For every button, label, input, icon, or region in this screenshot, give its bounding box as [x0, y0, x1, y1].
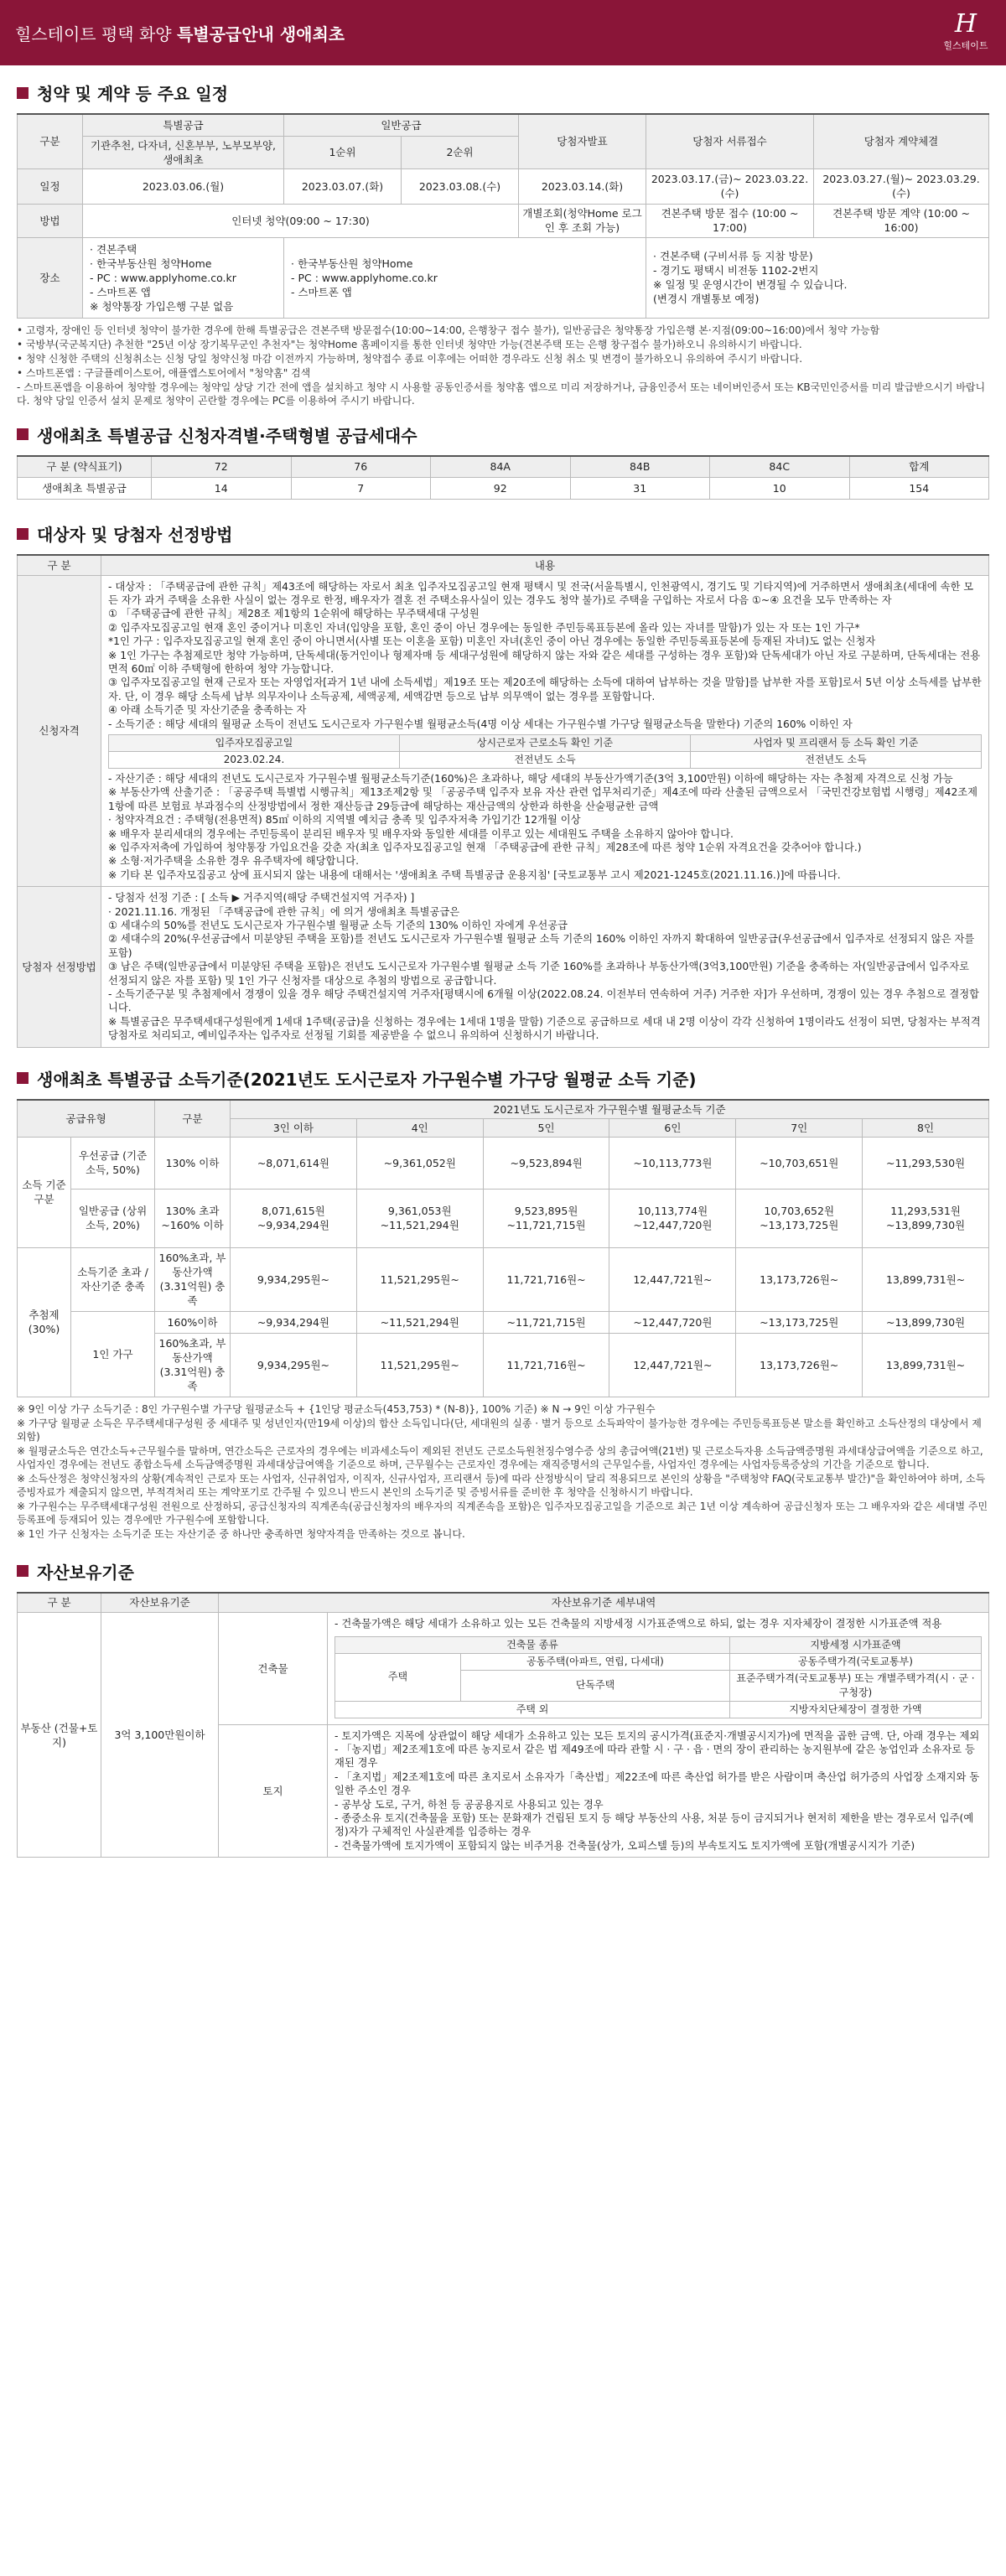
land-line: - 공부상 도로, 구거, 하천 등 공공용지로 사용되고 있는 경우: [334, 1798, 604, 1811]
place-line: - PC : www.applyhome.co.kr: [291, 271, 438, 284]
place-line: · 견본주택 (구비서류 등 지참 방문): [653, 250, 813, 262]
selection-line: ② 세대수의 20%(우선공급에서 미분양된 주택을 포함)를 전년도 도시근로자 가구원수별 월평균 소득 기준의 160% 이하인 자까지 확대하여 일반공급(우선공급에서 입주자로 선정되지 않은 자를 포함): [108, 933, 975, 959]
eligibility-line: · 청약자격요건 : 주택형(전용면적) 85㎡ 이하의 지역별 예치금 충족 및 입주자저축 가입기간 12개월 이상: [108, 814, 581, 827]
eligibility-table: 구 분 내용 신청자격 - 대상자 : 「주택공급에 관한 규칙」제43조에 해당하는 자로서 최초 입주자모집공고일 현재 평택시 및 전국(서울특별시, 인천광역시, 경기도 및 기타지역)에 거주하면서 생애최초(세대에 속한 모든 자가 과거 주택을 소유한 사실이 없는 경우로 한정, 배우자가 결혼 전 주택소유사실이 있는 경우도 청약 불가)로 주택을 구입하는 자로서 다음 ①~④ 요건을 모두 만족하는 자 ① 「주택공급에 관한 규칙」제28조 제1항의 1순위에 해당하는 무주택세대 구성원 ② 입주자모집공고일 현재 혼인 중이거나 미혼인 자녀(입양을 포함, 혼인 중이 아닌 경우에는 동일한 주민등록표등본에 올라 있는 자녀를 말함)가 있는 자 또는 1인 가구* *1인 가구 : 입주자모집공고일 현재 혼인 중이 아니면서(사별 또는 이혼을 포함) 미혼인 자녀(혼인 중이 아닌 경우에는 동일한 주민등록표등본에 등재된 자녀)도 없는 신청자 ※ 1인 가구는 추첨제로만 청약 가능하며, 단독세대(동거인이나 형제자매 등 세대구성원에 해당하지 않는 자와 같은 세대를 구성하는 경우 포함)와 단독세대가 아닌 자로 구분하며, 단독세대는 전용면적 60㎡ 이하 주택형에 한하여 청약 가능합니다. ③ 입주자모집공고일 현재 근로자 또는 자영업자[과거 1년 내에 소득세법」제19조 또는 제20조에 해당하는 소득에 대하여 납부하는 것을 말함]를 납부한 자를 포함]로서 5년 이상 소득세를 납부한 자. 단, 이 경우 해당 소득세 납부 의무자이나 소득공제, 세액공제, 세액감면 등으로 납부 의무액이 없는 경우를 포함합니다. ④ 아래 소득기준 및 자산기준을 충족하는 자 - 소득기준 : 해당 세대의 월평균 소득이 전년도 도시근로자 가구원수별 월평균소득(4명 이상 세대는 가구원수별 가구당 월평균소득을 말한다) 기준의 160% 이하인 자 입주자모집공고일 상시근로자 근로소득 확인 기준 사업자 및 프리랜서 등 소득 확인 기준 2023.02.24. 전전년도 소득 전전년도 소득 - 자산기준 : 해당 세대의 전년도 도시근로자 가구원수별 월평균소득기준(160%)은 초과하나, 해당 세대의 부동산가액기준(3억 3,100만원) 이하에 해당하는 자는 추첨제 자격으로 신청 가능 ※ 부동산가액 산출기준 : 「공공주택 특별법 시행규칙」제13조제2항 및 「공공주택 입주자 보유 자산 관련 업무처리기준」제4조에 따라 산출된 금액으로서 「국민건강보험법 시행령」제42조제1항에 따른 보험료 부과점수의 산정방법에서 정한 재산등급 29등급에 해당하는 재산금액의 상한과 하한을 산술평균한 금액 · 청약자격요건 : 주택형(전용면적) 85㎡ 이하의 지역별 예치금 충족 및 입주자저축 가입기간 12개월 이상 ※ 배우자 분리세대의 경우에는 주민등록이 분리된 배우자 및 배우자와 동일한 세대를 이루고 있는 세대원도 주택을 소유하지 않아야 합니다. ※ 입주자저축에 가입하여 청약통장 가입요건을 갖춘 자(최초 입주자모집공고일 현재 「주택공급에 관한 규칙」제28조에 따른 청약 1순위 자격요건을 갖추어야 합니다.) ※ 소형·저가주택을 소유한 경우 유주택자에 해당합니다. ※ 기타 본 입주자모집공고 상에 표시되지 않는 내용에 대해서는 '생애최초 주택 특별공급 운용지침' [국토교통부 고시 제2021-1245호(2021.11.16.)]에 따릅니다. 당첨자 선정방법 - 당첨자 선정 기준 : [ 소득 ▶ 거주지역(해당 주택건설지역 거주자) ] · 2021.11.16. 개정된 「주택공급에 관한 규칙」에 의거 생애최초 특별공급은 ① 세대수의 50%를 전년도 도시근로자 가구원수별 월평균 소득 기준의 130% 이하인 자에게 우선공급 ② 세대수의 20%(우선공급에서 미분양된 주택을 포함)를 전년도 도시근로자 가구원수별 월평균 소득 기준의 160% 이하인 자까지 확대하여 일반공급(우선공급에서 입주자로 선정되지 않은 자를 포함) ③ 남은 주택(일반공급에서 미분양된 주택을 포함)은 전년도 도시근로자 가구원수별 월평균 소득 기준 160%를 초과하나 부동산가액(3억3,100만원) 기준을 충족하는 자(일반공급에서 입주자로 선정되지 않은 자를 포함) 및 1인 가구 신청자를 대상으로 추첨의 방법으로 공급합니다. - 소득기준구분 및 추첨제에서 경쟁이 있을 경우 해당 주택건설지역 거주자[평택시에 6개월 이상(2022.08.24. 이전부터 연속하여 거주) 거주한 자]가 우선하며, 경쟁이 있는 경우 추첨으로 결정합니다. ※ 특별공급은 무주택세대구성원에게 1세대 1주택(공급)을 신청하는 경우에는 1세대 1명을 말함) 기준으로 공급하므로 세대 내 2명 이상이 각각 신청하여 1명이라도 선정이 되면, 당첨자는 부적격당첨자로 처리되고, 예비입주자는 입주자로 선정될 기회를 제공받을 수 없으니 유의하여 신청하시기 바랍니다.: [17, 554, 989, 1048]
section-schedule-title: 청약 및 계약 등 주요 일정: [17, 80, 989, 105]
eligibility-line: ④ 아래 소득기준 및 자산기준을 충족하는 자: [108, 704, 307, 717]
place-line: ※ 청약통장 가입은행 구분 없음: [90, 299, 234, 313]
land-line: - 건축물가액에 토지가액이 포함되지 않는 비주거용 건축물(상가, 오피스텔 등)의 부속토지도 토지가액에 포함(개별공시지가 기준): [334, 1839, 915, 1852]
page-header: [0, 0, 1006, 65]
section-income-title: 생애최초 특별공급 소득기준(2021년도 도시근로자 가구원수별 가구당 월평균 소득 기준): [17, 1066, 989, 1091]
page-title: 힐스테이트 평택 화양 특별공급안내 생애최초: [15, 23, 345, 44]
note-line: ※ 가구원수는 무주택세대구성원 전원으로 산정하되, 공급신청자의 직계존속(공급신청자의 배우자의 직계존속을 포함)은 입주자모집공고일을 기준으로 최근 1년 이상 계속하여 공급신청자 또는 그 배우자와 같은 세대별 주민등록표에 등재되어 있는 경우에만 가구원수에 포함합니다.: [17, 1500, 988, 1526]
asset-table: 구 분 자산보유기준 자산보유기준 세부내역 부동산 (건물+토지) 3억 3,100만원이하 건축물 - 건축물가액은 해당 세대가 소유하고 있는 모든 건축물의 지방세정 시가표준액으로 하되, 없는 경우 지자체장이 결정한 시가표준액 적용 건축물 종류 지방세정 시가표준액 주택 공동주택(아파트, 연립, 다세대) 공동주택가격(국토교통부) 단독주택 표준주택가격(국토교통부) 또는 개별주택가격(시 · 군 · 구청장) 주택 외 지방자치단체장이 결정한 가액 토지 - 토지가액은 지목에 상관없이 해당 세대가 소유하고 있는 모든 토지의 공시가격(표준지·개별공시지가)에 면적을 곱한 금액. 단, 아래 경우는 제외 - 「농지법」제2조제1호에 따른 농지로서 같은 법 제49조에 따라 관할 시 · 구 · 읍 · 면의 장이 관리하는 농지원부에 같은 농업인과 소유자로 등재된 경우 - 「초지법」제2조제1호에 따른 초지로서 소유자가「축산법」제22조에 따른 축산업 허가를 받은 사람이며 축산업 허가증의 사업장 소재지와 동일한 주소인 경우 - 공부상 도로, 구거, 하천 등 공공용지로 사용되고 있는 경우 - 종중소유 토지(건축물을 포함) 또는 문화재가 건립된 토지 등 해당 부동산의 사용, 처분 등이 금지되거나 현저히 제한을 받는 경우로서 입주(예정)자가 구체적인 사실관계를 입증하는 경우 - 건축물가액에 토지가액이 포함되지 않는 비주거용 건축물(상가, 오피스텔 등)의 부속토지도 토지가액에 포함(개별공시지가 기준): [17, 1592, 989, 1858]
note-line: ※ 월평균소득은 연간소득÷근무월수를 말하며, 연간소득은 근로자의 경우에는 비과세소득이 제외된 전년도 근로소득원천징수영수증 상의 총급여액(21번) 및 근로소득자용 소득금액증명원 과세대상급여액을 기준으로 하고, 사업자인 경우에는 전년도 종합소득세 소득금액증명원 과세대상급여액을 기준으로 하며, 근무월수는 근로자인 경우에는 재직증명서의 근무일수를, 사업자인 경우에는 사업자등록증상의 기간을 기준으로 합니다.: [17, 1444, 983, 1470]
eligibility-line: *1인 가구 : 입주자모집공고일 현재 혼인 중이 아니면서(사별 또는 이혼을 포함) 미혼인 자녀(혼인 중이 아닌 경우에는 동일한 주민등록표등본에 등재된 자녀)도 없는 신청자: [108, 635, 876, 648]
income-notes: [17, 1402, 989, 1541]
land-line: - 종중소유 토지(건축물을 포함) 또는 문화재가 건립된 토지 등 해당 부동산의 사용, 처분 등이 금지되거나 현저히 제한을 받는 경우로서 입주(예정)자가 구체적인 사실관계를 입증하는 경우: [334, 1812, 974, 1838]
eligibility-line: ① 「주택공급에 관한 규칙」제28조 제1항의 1순위에 해당하는 무주택세대 구성원: [108, 608, 480, 620]
place-line: - 스마트폰 앱: [90, 285, 151, 298]
place-line: · 한국부동산원 청약Home: [90, 257, 212, 270]
place-line: - PC : www.applyhome.co.kr: [90, 271, 236, 284]
note-line: • 청약 신청한 주택의 신청취소는 신청 당일 청약신청 마감 이전까지 가능하며, 청약접수 종료 이후에는 어떠한 경우라도 신청 취소 및 변경이 불가하오니 유의하여 주시기 바랍니다.: [17, 352, 803, 365]
eligibility-line: ③ 입주자모집공고일 현재 근로자 또는 자영업자[과거 1년 내에 소득세법」제19조 또는 제20조에 해당하는 소득에 대하여 납부하는 것을 말함]를 납부한 자를 포함]로서 5년 이상 소득세를 납부한 자. 단, 이 경우 해당 소득세 납부 의무자이나 소득공제, 세액공제, 세액감면 등으로 납부 의무액이 없는 경우를 포함합니다.: [108, 676, 982, 702]
eligibility-line: ※ 기타 본 입주자모집공고 상에 표시되지 않는 내용에 대해서는 '생애최초 주택 특별공급 운용지침' [국토교통부 고시 제2021-1245호(2021.11.16.)]에 따릅니다.: [108, 868, 841, 881]
note-line: ※ 9인 이상 가구 소득기준 : 8인 가구원수별 가구당 월평균소득 + {1인당 평균소득(453,753) * (N-8)}, 100% 기준) ※ N → 9인 이상 가구원수: [17, 1402, 656, 1415]
eligibility-line: ※ 입주자저축에 가입하여 청약통장 가입요건을 갖춘 자(최초 입주자모집공고일 현재 「주택공급에 관한 규칙」제28조에 따른 청약 1순위 자격요건을 갖추어야 합니다.): [108, 842, 862, 853]
eligibility-line: ※ 1인 가구는 추첨제로만 청약 가능하며, 단독세대(동거인이나 형제자매 등 세대구성원에 해당하지 않는 자와 같은 세대를 구성하는 경우 포함)와 단독세대가 아닌 자로 구분하며, 단독세대는 전용면적 60㎡ 이하 주택형에 한하여 청약 가능합니다.: [108, 649, 981, 675]
selection-line: - 소득기준구분 및 추첨제에서 경쟁이 있을 경우 해당 주택건설지역 거주자[평택시에 6개월 이상(2022.08.24. 이전부터 연속하여 거주) 거주한 자]가 우선하며, 경쟁이 있는 경우 추첨으로 결정합니다.: [108, 988, 980, 1014]
brand-logo: H 힐스테이트: [943, 9, 988, 51]
section-eligibility-title: 대상자 및 당첨자 선정방법: [17, 521, 989, 546]
note-line: ※ 소득산정은 청약신청자의 상황(계속적인 근로자 또는 사업자, 신규취업자, 이직자, 신규사업자, 프리랜서 등)에 따라 산정방식이 달리 적용되므로 본인의 상황을 "주택청약 FAQ(국토교통부 발간)"을 확인하여야 하며, 소득증빙자료가 제출되지 않으면, 부적격처리 또는 계약포기로 간주될 수 있으니 반드시 본인의 소득기준 및 증빙서류를 준비한 후 청약을 신청하시기 바랍니다.: [17, 1472, 986, 1498]
eligibility-line: - 대상자 : 「주택공급에 관한 규칙」제43조에 해당하는 자로서 최초 입주자모집공고일 현재 평택시 및 전국(서울특별시, 인천광역시, 경기도 및 기타지역)에 거주하면서 생애최초(세대에 속한 모든 자가 과거 주택을 소유한 사실이 없는 경우로 한정, 배우자가 결혼 전 주택소유사실이 있는 경우도 청약 불가)로 주택을 구입하는 자로서 다음 ①~④ 요건을 모두 만족하는 자: [108, 580, 974, 606]
note-line: • 고령자, 장애인 등 인터넷 청약이 불가한 경우에 한해 특별공급은 견본주택 방문접수(10:00~14:00, 은행창구 접수 불가), 일반공급은 청약통장 가입은행 본·지점(09:00~16:00)에서 청약 가능함: [17, 324, 880, 336]
eligibility-line: ※ 부동산가액 산출기준 : 「공공주택 특별법 시행규칙」제13조제2항 및 「공공주택 입주자 보유 자산 관련 업무처리기준」제4조에 따라 산출된 금액으로서 「국민건강보험법 시행령」제42조제1항에 따른 보험료 부과점수의 산정방법에서 정한 재산등급 29등급에 해당하는 재산금액의 상한과 하한을 산술평균한 금액: [108, 786, 978, 812]
place-line: ※ 일정 및 운영시간이 변경될 수 있습니다.: [653, 278, 848, 291]
schedule-table: 구분 특별공급 일반공급 당첨자발표 당첨자 서류접수 당첨자 계약체결 기관추천, 다자녀, 신혼부부, 노부모부양, 생애최초 1순위 2순위 일정 2023.03.06.(월) 2023.03.07.(화) 2023.03.08.(수) 2023.03.14.(화) 2023.03.17.(금)~ 2023.03.22.(수) 2023.03.27.(월)~ 2023.03.29.(수) 방법 인터넷 청약(09:00 ~ 17:30) 개별조회(청약Home 로그인 후 조회 가능) 견본주택 방문 접수 (10:00 ~ 17:00) 견본주택 방문 계약 (10:00 ~ 16:00) 장소 · 견본주택 · 한국부동산원 청약Home - PC : www.applyhome.co.kr - 스마트폰 앱 ※ 청약통장 가입은행 구분 없음 · 한국부동산원 청약Home - PC : www.applyhome.co.kr - 스마트폰 앱 · 견본주택 (구비서류 등 지참 방문) - 경기도 평택시 비전동 1102-2번지 ※ 일정 및 운영시간이 변경될 수 있습니다. (변경시 개별통보 예정): [17, 113, 989, 319]
selection-line: ③ 남은 주택(일반공급에서 미분양된 주택을 포함)은 전년도 도시근로자 가구원수별 월평균 소득 기준 160%를 초과하나 부동산가액(3억3,100만원) 기준을 충족하는 자(일반공급에서 입주자로 선정되지 않은 자를 포함) 및 1인 가구 신청자를 대상으로 추첨의 방법으로 공급합니다.: [108, 961, 969, 987]
income-table: 공급유형 구분 2021년도 도시근로자 가구원수별 월평균소득 기준 3인 이하 4인 5인 6인 7인 8인 소득 기준 구분 우선공급 (기준소득, 50%) 130% 이하 ~8,071,614원 ~9,361,052원 ~9,523,894원 ~10,113,773원 ~10,703,651원 ~11,293,530원 일반공급 (상위소득, 20%) 130% 초과 ~160% 이하 8,071,615원 ~9,934,294원 9,361,053원 ~11,521,294원 9,523,895원 ~11,721,715원 10,113,774원 ~12,447,720원 10,703,652원 ~13,173,725원 11,293,531원 ~13,899,730원 추첨제 (30%) 소득기준 초과 / 자산기준 충족 160%초과, 부동산가액 (3.31억원) 충족 9,934,295원~ 11,521,295원~ 11,721,716원~ 12,447,721원~ 13,173,726원~ 13,899,731원~ 1인 가구 160%이하 ~9,934,294원 ~11,521,294원 ~11,721,715원 ~12,447,720원 ~13,173,725원 ~13,899,730원 160%초과, 부동산가액 (3.31억원) 충족 9,934,295원~ 11,521,295원~ 11,721,716원~ 12,447,721원~ 13,173,726원~ 13,899,731원~: [17, 1099, 989, 1397]
place-line: - 스마트폰 앱: [291, 285, 352, 298]
selection-line: · 2021.11.16. 개정된 「주택공급에 관한 규칙」에 의거 생애최초 특별공급은: [108, 905, 460, 918]
selection-line: - 당첨자 선정 기준 : [ 소득 ▶ 거주지역(해당 주택건설지역 거주자) ]: [108, 892, 415, 904]
selection-line: ① 세대수의 50%를 전년도 도시근로자 가구원수별 월평균 소득 기준의 130% 이하인 자에게 우선공급: [108, 920, 568, 932]
supply-table: 구 분 (약식표기) 72 76 84A 84B 84C 합계 생애최초 특별공급 14 7 92 31 10 154: [17, 455, 989, 500]
section-asset-title: 자산보유기준: [17, 1559, 989, 1583]
land-line: - 「농지법」제2조제1호에 따른 농지로서 같은 법 제49조에 따라 관할 시 · 구 · 읍 · 면의 장이 관리하는 농지원부에 같은 농업인과 소유자로 등재된 경우: [334, 1744, 975, 1770]
land-line: - 토지가액은 지목에 상관없이 해당 세대가 소유하고 있는 모든 토지의 공시가격(표준지·개별공시지가)에 면적을 곱한 금액. 단, 아래 경우는 제외: [334, 1729, 980, 1742]
section-supply-title: 생애최초 특별공급 신청자격별·주택형별 공급세대수: [17, 422, 989, 447]
eligibility-line: ※ 배우자 분리세대의 경우에는 주민등록이 분리된 배우자 및 배우자와 동일한 세대를 이루고 있는 세대원도 주택을 소유하지 않아야 합니다.: [108, 827, 734, 840]
eligibility-line: ② 입주자모집공고일 현재 혼인 중이거나 미혼인 자녀(입양을 포함, 혼인 중이 아닌 경우에는 동일한 주민등록표등본에 올라 있는 자녀를 말함)가 있는 자 또는 1인 가구*: [108, 621, 860, 634]
place-line: · 견본주택: [90, 242, 137, 256]
eligibility-line: - 자산기준 : 해당 세대의 전년도 도시근로자 가구원수별 월평균소득기준(160%)은 초과하나, 해당 세대의 부동산가액기준(3억 3,100만원) 이하에 해당하는 자는 추첨제 자격으로 신청 가능: [108, 772, 953, 785]
selection-line: ※ 특별공급은 무주택세대구성원에게 1세대 1주택(공급)을 신청하는 경우에는 1세대 1명을 말함) 기준으로 공급하므로 세대 내 2명 이상이 각각 신청하여 1명이라도 선정이 되면, 당첨자는 부적격당첨자로 처리되고, 예비입주자는 입주자로 선정될 기회를 제공받을 수 없으니 유의하여 신청하시기 바랍니다.: [108, 1015, 981, 1042]
eligibility-line: ※ 소형·저가주택을 소유한 경우 유주택자에 해당합니다.: [108, 855, 359, 868]
land-line: - 「초지법」제2조제1호에 따른 초지로서 소유자가「축산법」제22조에 따른 축산업 허가를 받은 사람이며 축산업 허가증의 사업장 소재지와 동일한 주소인 경우: [334, 1770, 980, 1797]
place-line: - 경기도 평택시 비전동 1102-2번지: [653, 264, 819, 277]
note-line: - 스마트폰앱을 이용하여 청약할 경우에는 청약일 상당 기간 전에 앱을 설치하고 청약 시 사용할 공동인증서를 청약홈 앱으로 미리 저장하거나, 금융인증서 또는 네이버인증서 또는 KB국민인증서를 미리 발급받으시기 바랍니다. 청약 당일 인증서 설치 문제로 청약이 곤란할 경우에는 PC를 이용하여 주시기 바랍니다.: [17, 381, 986, 407]
note-line: ※ 가구당 월평균 소득은 무주택세대구성원 중 세대주 및 성년인자(만19세 이상)의 합산 소득입니다(단, 세대원의 실종 · 별거 등으로 소득파악이 불가능한 경우에는 주민등록표등본 말소를 확인하고 소득산정의 대상에서 제외함): [17, 1417, 982, 1443]
note-line: ※ 1인 가구 신청자는 소득기준 또는 자산기준 중 하나만 충족하면 청약자격을 만족하는 것으로 봅니다.: [17, 1527, 465, 1540]
schedule-notes: [17, 324, 989, 407]
place-line: · 한국부동산원 청약Home: [291, 257, 413, 270]
eligibility-line: - 소득기준 : 해당 세대의 월평균 소득이 전년도 도시근로자 가구원수별 월평균소득(4명 이상 세대는 가구원수별 가구당 월평균소득을 말한다) 기준의 160% 이하인 자: [108, 718, 853, 730]
note-line: • 국방부(국군복지단) 추천한 "25년 이상 장기복무군인 추천자"는 청약Home 홈페이지를 통한 인터넷 청약만 가능(견본주택 또는 은행 창구접수 불가)하오니 유의하시기 바랍니다.: [17, 338, 802, 350]
place-line: (변경시 개별통보 예정): [653, 293, 760, 305]
note-line: • 스마트폰앱 : 구글플레이스토어, 애플앱스토어에서 "청약홈" 검색: [17, 366, 311, 379]
